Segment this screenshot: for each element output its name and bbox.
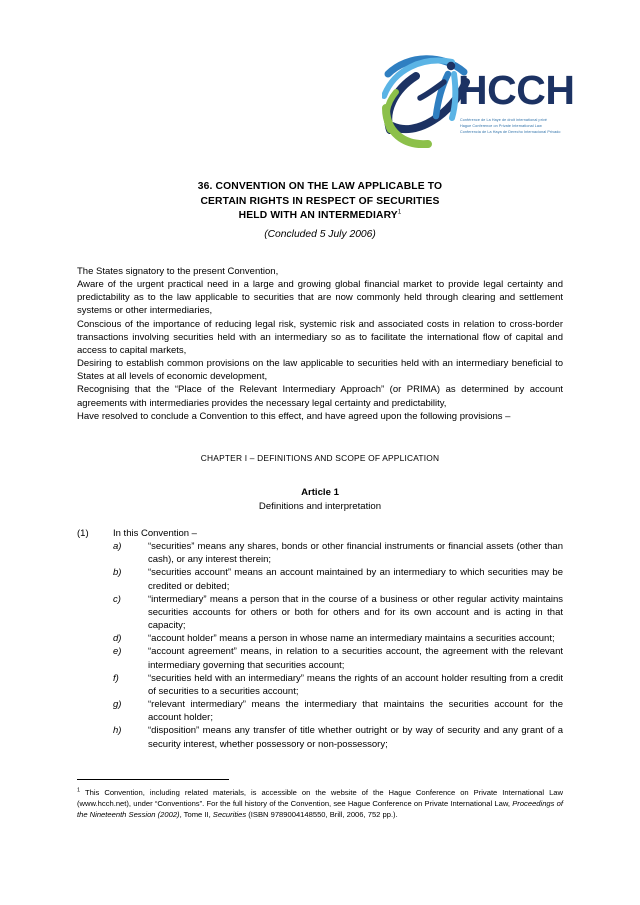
tagline-line-fr: Conférence de La Haye de droit international privé (460, 118, 548, 122)
definition-item (113, 672, 563, 698)
title-line-3-text: HELD WITH AN INTERMEDIARY (238, 210, 398, 222)
definition-marker: g) (113, 699, 122, 711)
preamble-paragraph: Have resolved to conclude a Convention to this effect, and have agreed upon the following provisions – (77, 410, 511, 422)
footnote (77, 787, 563, 820)
definition-marker: c) (113, 593, 121, 605)
definition-text: “disposition” means any transfer of title whether outright or by way of security and any grant of a security interest, whether possessory or non-possessory; (148, 725, 563, 750)
definition-marker: a) (113, 541, 122, 553)
tagline-line-es: Conferencia de La Haya de Derecho Internacional Privado (460, 129, 561, 134)
definition-text: “securities account” means an account maintained by an intermediary to which securities may be credited or debited; (148, 567, 563, 592)
title-line-1: 36. CONVENTION ON THE LAW APPLICABLE TO (197, 181, 443, 192)
definition-item (113, 632, 563, 645)
definition-item (113, 645, 563, 671)
definition-item (113, 540, 563, 566)
definition-marker: f) (113, 672, 119, 684)
definition-text: “securities” means any shares, bonds or other financial instruments or financial assets (other than cash), or any interest therein; (148, 541, 563, 566)
article-number: Article 1 (301, 487, 339, 498)
definition-text: “account holder” means a person in whose name an intermediary maintains a securities account; (148, 633, 555, 645)
definition-text: “intermediary” means a person that in the course of a business or other regular activity maintains securities accounts for others or both for others and for its own account and is acting in that capacity; (148, 593, 563, 632)
definition-item (113, 724, 563, 750)
chapter-heading: CHAPTER I – DEFINITIONS AND SCOPE OF APPLICATION (200, 453, 440, 463)
preamble-paragraph: Aware of the urgent practical need in a large and growing global financial market to provide legal certainty and predictability as to the law applicable to securities that are now commonly held through clearing and settlement systems or other intermediaries, (77, 279, 563, 317)
definition-marker: d) (113, 633, 122, 645)
title-footnote-marker: 1 (397, 209, 402, 216)
article-heading (77, 486, 563, 513)
preamble-paragraph: Desiring to establish common provisions on the law applicable to securities held with an intermediary beneficial to States at all levels of economic development, (77, 358, 563, 383)
definition-item (113, 593, 563, 632)
preamble-paragraph: Recognising that the “Place of the Relevant Intermediary Approach” (or PRIMA) as determined by account agreements with intermediaries provides the necessary legal certainty and predictability, (77, 384, 563, 409)
document-title (77, 180, 563, 224)
title-line-3 (77, 209, 563, 224)
footnote-separator (77, 779, 229, 780)
preamble (77, 265, 563, 423)
footnote-marker: 1 (77, 787, 81, 794)
definition-text: “relevant intermediary” means the intermediary that maintains the securities account for the account holder; (148, 699, 563, 724)
definitions-list (77, 540, 563, 751)
footnote-part-2: , Tome II, (179, 810, 213, 820)
tagline-line-en: Hague Conference on Private International Law (460, 123, 542, 128)
definition-item (113, 698, 563, 724)
definition-marker: b) (113, 567, 122, 579)
preamble-paragraph: The States signatory to the present Convention, (77, 266, 279, 277)
definition-text: “securities held with an intermediary” means the rights of an account holder resulting from a credit of securities to a securities account; (148, 672, 563, 697)
footnote-part-1: This Convention, including related materials, is accessible on the website of the Hague Conference on Private International Law (www.hcch.net), under “Conventions”. For the full history of the Convention, see Hague Conference on Private International Law, (77, 788, 563, 809)
article-paragraph-1 (77, 527, 563, 540)
hcch-wordmark: HCCH (458, 67, 575, 113)
footnote-italic-1: Proceedings of the Nineteenth Session (2002) (77, 799, 563, 820)
definition-item (113, 566, 563, 592)
definition-marker: h) (113, 725, 122, 737)
title-line-2: CERTAIN RIGHTS IN RESPECT OF SECURITIES (200, 195, 440, 207)
footnote-part-3: (ISBN 9789004148550, Brill, 2006, 752 pp.). (246, 810, 398, 820)
definition-text: “account agreement” means, in relation to a securities account, the agreement with the relevant intermediary governing that securities account; (148, 646, 563, 671)
paragraph-text: In this Convention – (113, 528, 197, 539)
preamble-paragraph: Conscious of the importance of reducing legal risk, systemic risk and associated costs in relation to cross-border transactions involving securities held with an intermediary so as to facilitate the international flow of capital and access to capital markets, (77, 318, 563, 356)
article-body (77, 527, 563, 751)
hcch-tagline (460, 118, 578, 135)
footnote-italic-2: Securities (212, 810, 247, 820)
article-name: Definitions and interpretation (258, 500, 382, 512)
hcch-logo (382, 52, 578, 152)
definition-marker: e) (113, 646, 122, 658)
paragraph-marker: (1) (77, 528, 89, 539)
concluded-date: (Concluded 5 July 2006) (264, 229, 376, 240)
